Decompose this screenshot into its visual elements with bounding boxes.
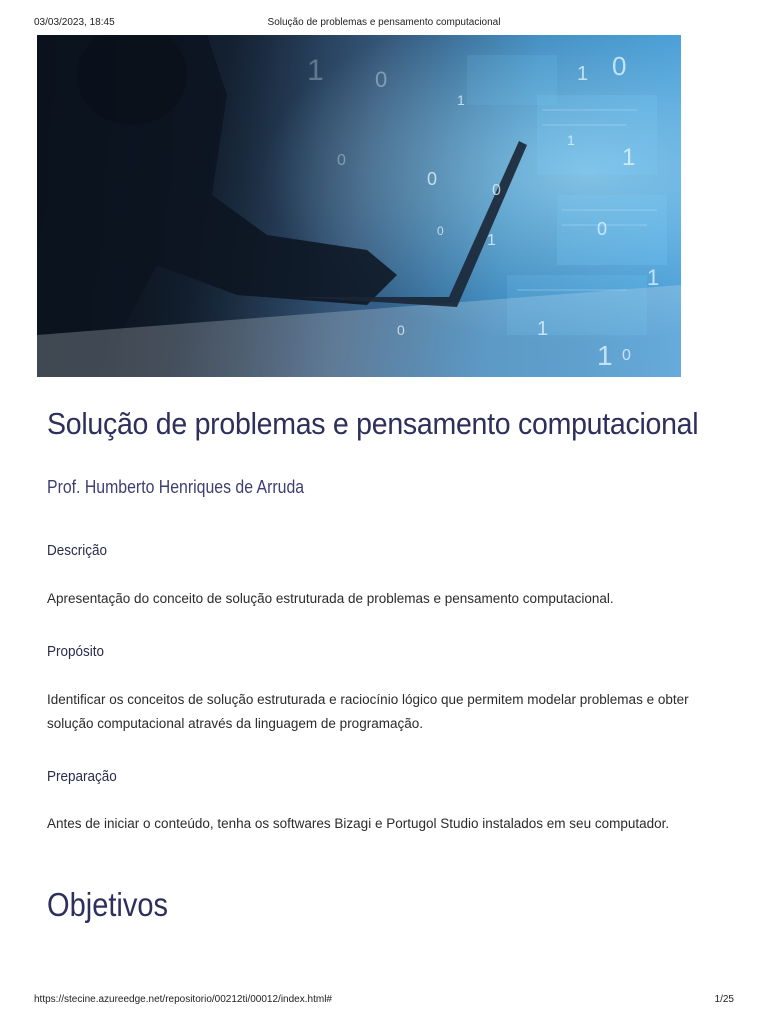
svg-text:1: 1 xyxy=(567,132,575,148)
svg-text:1: 1 xyxy=(457,92,465,108)
svg-text:0: 0 xyxy=(597,219,608,239)
svg-text:0: 0 xyxy=(397,322,405,338)
objectives-heading: Objetivos xyxy=(47,886,169,923)
svg-text:0: 0 xyxy=(375,67,388,92)
svg-text:1: 1 xyxy=(597,340,613,371)
page-url: https://stecine.azureedge.net/repositorio/00212ti/00012/index.html# xyxy=(34,994,332,1005)
svg-text:1: 1 xyxy=(622,144,636,171)
svg-text:1: 1 xyxy=(307,54,324,87)
print-header xyxy=(34,17,734,31)
section-heading-descricao: Descrição xyxy=(47,542,108,559)
author-name: Prof. Humberto Henriques de Arruda xyxy=(47,477,305,497)
svg-text:0: 0 xyxy=(622,347,631,364)
svg-text:1: 1 xyxy=(537,318,549,340)
print-title: Solução de problemas e pensamento computacional xyxy=(267,17,501,28)
section-heading-preparacao: Preparação xyxy=(47,768,117,785)
section-heading-proposito: Propósito xyxy=(47,643,105,660)
page-title: Solução de problemas e pensamento computacional xyxy=(47,406,699,441)
page-number: 1/25 xyxy=(714,994,734,1005)
svg-text:1: 1 xyxy=(577,63,589,85)
svg-text:0: 0 xyxy=(612,51,627,81)
svg-text:0: 0 xyxy=(437,224,444,238)
section-text-descricao: Apresentação do conceito de solução estruturada de problemas e pensamento computacional. xyxy=(47,591,614,606)
print-footer xyxy=(34,994,734,1008)
hero-image-icon xyxy=(37,35,681,377)
svg-text:1: 1 xyxy=(647,265,660,290)
section-text-preparacao: Antes de iniciar o conteúdo, tenha os softwares Bizagi e Portugol Studio instalados em seu computador. xyxy=(47,816,670,831)
svg-text:0: 0 xyxy=(492,182,501,199)
svg-text:1: 1 xyxy=(487,232,496,249)
svg-text:0: 0 xyxy=(427,169,438,189)
section-text-proposito: Identificar os conceitos de solução estruturada e raciocínio lógico que permitem modelar problemas e obter solução computacional através da linguagem de programação. xyxy=(47,692,689,731)
print-datetime: 03/03/2023, 18:45 xyxy=(34,17,115,28)
hero-image xyxy=(37,35,681,377)
svg-text:0: 0 xyxy=(337,152,346,169)
